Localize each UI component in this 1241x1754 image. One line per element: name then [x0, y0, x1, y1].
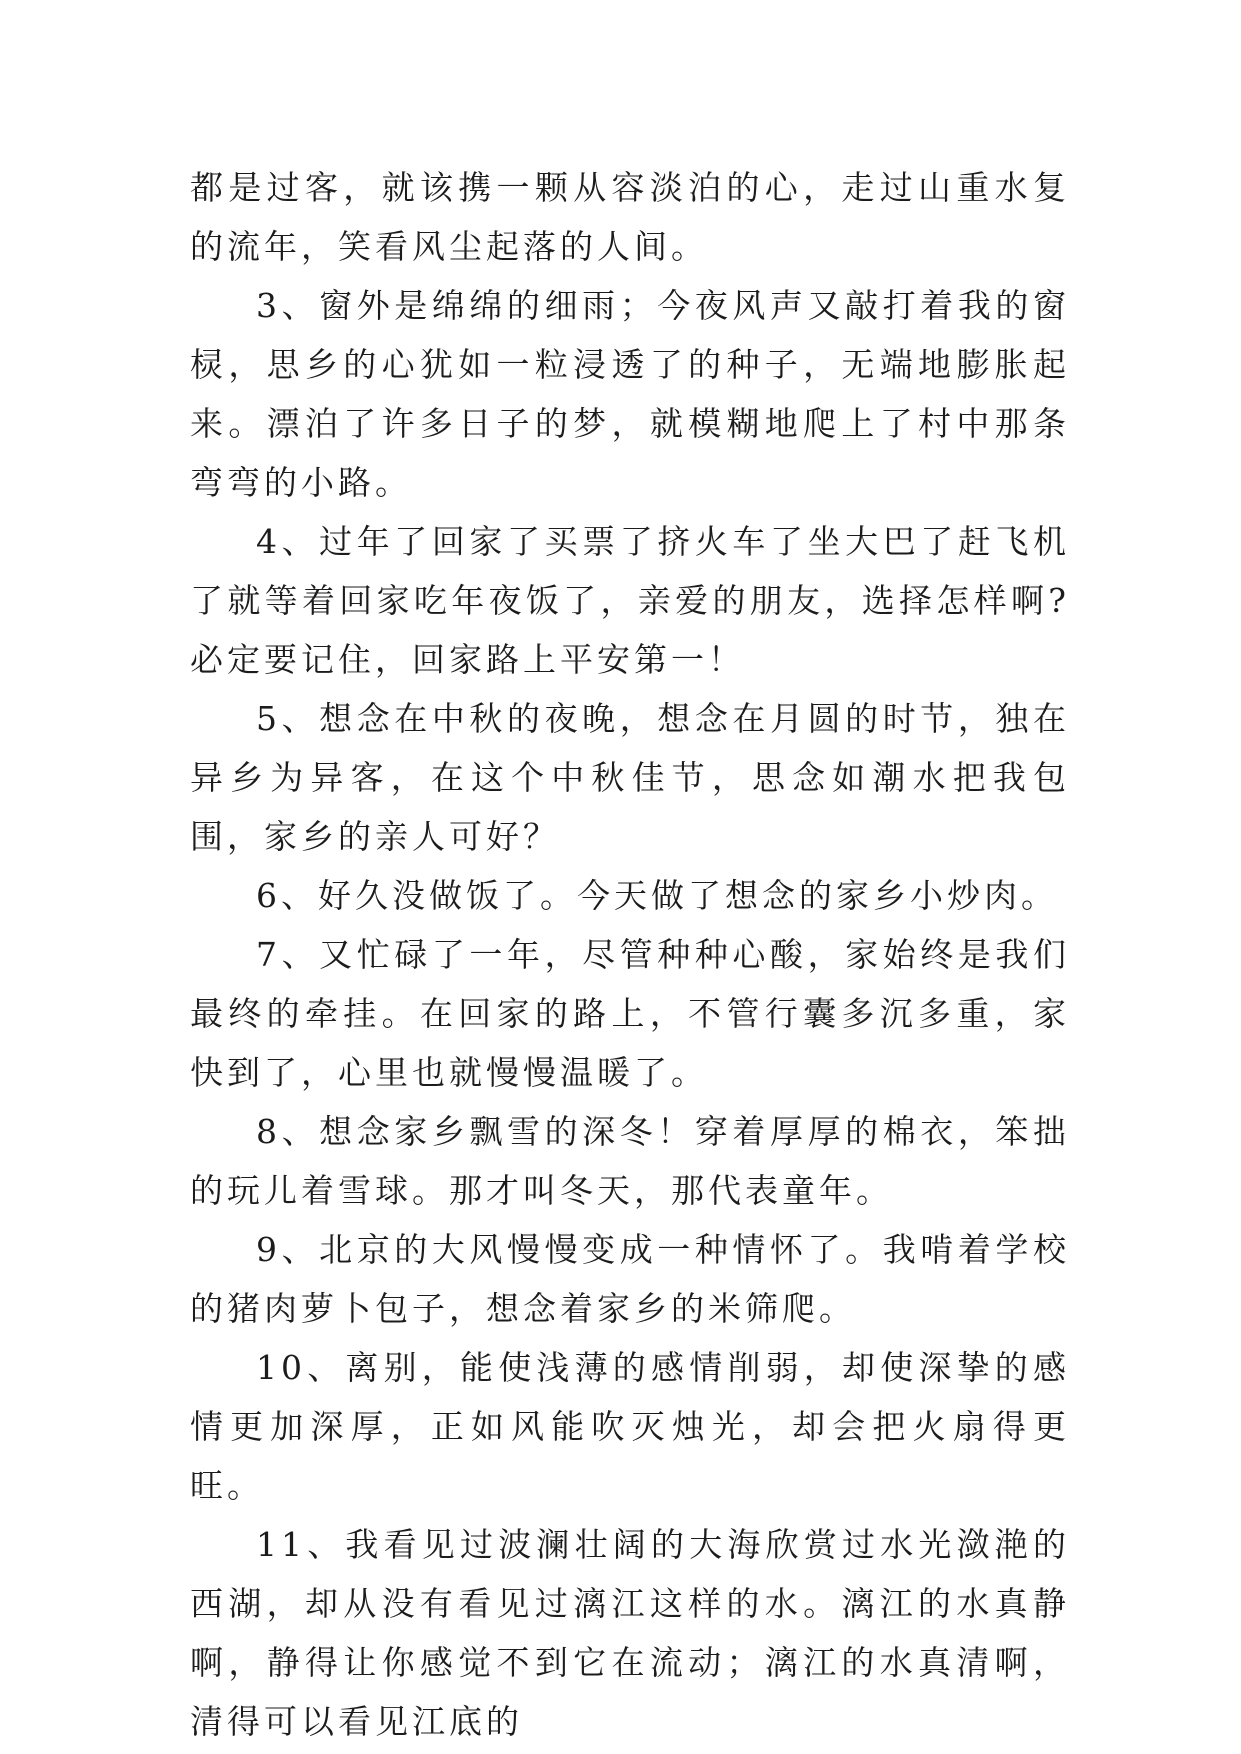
paragraph-10: 11、我看见过波澜壮阔的大海欣赏过水光潋滟的西湖，却从没有看见过漓江这样的水。漓江的水真静啊，静得让你感觉不到它在流动；漓江的水真清啊，清得可以看见江底的	[190, 1525, 1070, 1741]
paragraph-2: 3、窗外是绵绵的细雨；今夜风声又敲打着我的窗棂，思乡的心犹如一粒浸透了的种子，无端地膨胀起来。漂泊了许多日子的梦，就模糊地爬上了村中那条弯弯的小路。	[190, 286, 1070, 502]
paragraph-4: 5、想念在中秋的夜晚，想念在月圆的时节，独在异乡为异客，在这个中秋佳节，思念如潮水把我包围，家乡的亲人可好？	[190, 699, 1070, 856]
paragraph-3: 4、过年了回家了买票了挤火车了坐大巴了赶飞机了就等着回家吃年夜饭了，亲爱的朋友，选择怎样啊?必定要记住，回家路上平安第一！	[190, 522, 1070, 679]
paragraph-5: 6、好久没做饭了。今天做了想念的家乡小炒肉。	[256, 876, 1058, 915]
document-body	[190, 158, 1070, 1751]
paragraph-7: 8、想念家乡飘雪的深冬！穿着厚厚的棉衣，笨拙的玩儿着雪球。那才叫冬天，那代表童年。	[190, 1112, 1070, 1210]
paragraph-9: 10、离别，能使浅薄的感情削弱，却使深挚的感情更加深厚，正如风能吹灭烛光，却会把火扇得更旺。	[190, 1348, 1070, 1505]
paragraph-6: 7、又忙碌了一年，尽管种种心酸，家始终是我们最终的牵挂。在回家的路上，不管行囊多沉多重，家快到了，心里也就慢慢温暖了。	[190, 935, 1070, 1092]
paragraph-1: 都是过客，就该携一颗从容淡泊的心，走过山重水复的流年，笑看风尘起落的人间。	[190, 168, 1070, 266]
paragraph-8: 9、北京的大风慢慢变成一种情怀了。我啃着学校的猪肉萝卜包子，想念着家乡的米筛爬。	[190, 1230, 1070, 1328]
